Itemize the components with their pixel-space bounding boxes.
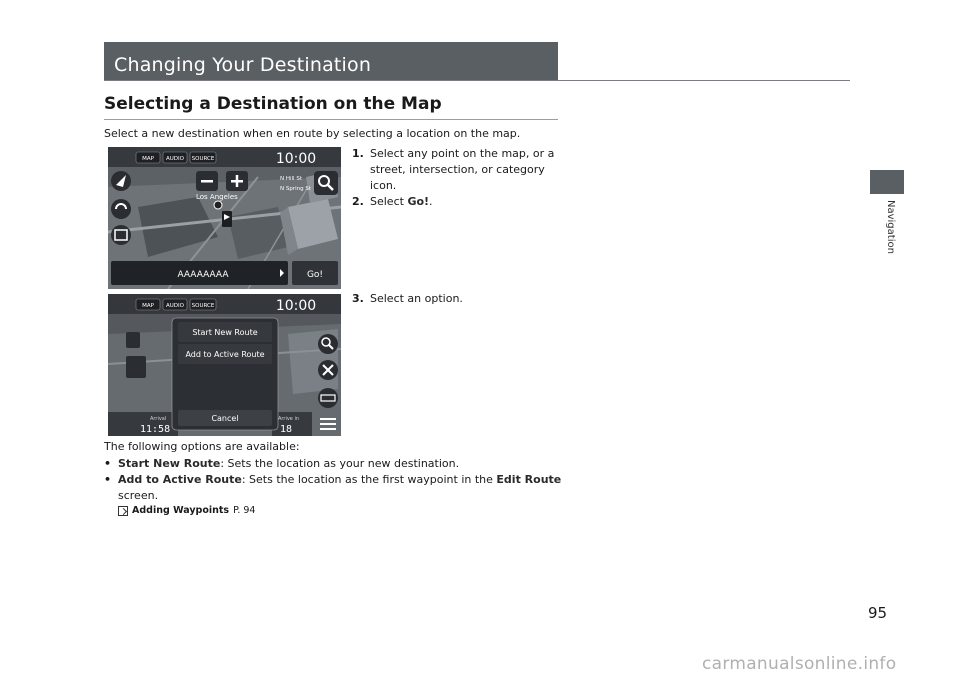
go-keyword: Go! <box>407 195 430 208</box>
go-button-label: Go! <box>306 270 324 280</box>
steps-list <box>352 146 562 210</box>
step-text: Select an option. <box>370 292 463 305</box>
bullet-icon: • <box>104 473 112 486</box>
menu-item-start-new-route: Start New Route <box>192 328 258 337</box>
destination-address: AAAAAAAA <box>177 270 229 280</box>
place-label-los-angeles: Los Angeles <box>196 193 238 201</box>
options-screenshot <box>108 294 341 436</box>
arrive-in-label: Arrive in <box>278 416 300 422</box>
menu-item-add-to-active-route: Add to Active Route <box>185 350 265 359</box>
map-screen-graphic <box>108 147 341 289</box>
screen1-tab-audio: AUDIO <box>166 156 184 162</box>
menu-icon <box>320 418 336 420</box>
menu-cancel: Cancel <box>211 414 239 423</box>
option-description: : Sets the location as the first waypoint in the <box>241 473 497 486</box>
subheading-rule <box>104 119 558 120</box>
section-rule <box>104 80 850 81</box>
step-1 <box>352 146 562 194</box>
option-item <box>104 472 564 504</box>
option-text <box>118 472 564 504</box>
bullet-icon: • <box>104 457 112 470</box>
option-keyword-2: Edit Route <box>496 473 562 486</box>
page-number: 95 <box>868 604 888 622</box>
screen1-tab-map: MAP <box>142 156 154 162</box>
screen2-tab-map: MAP <box>142 303 154 309</box>
step-text: Select any point on the map, or a street, intersection, or category icon. <box>370 147 555 192</box>
step-number: 1. <box>352 147 364 160</box>
cross-reference-icon <box>118 506 128 516</box>
option-keyword: Add to Active Route <box>118 473 242 486</box>
screen1-clock: 10:00 <box>275 151 317 167</box>
screen2-tab-audio: AUDIO <box>166 303 184 309</box>
place-label-street-1: N Hill St <box>280 176 302 182</box>
option-tail: screen. <box>118 489 159 502</box>
options-intro: The following options are available: <box>104 440 300 453</box>
step-number: 3. <box>352 292 364 305</box>
arrive-in-value: 18 <box>280 424 293 435</box>
chapter-tab <box>870 170 904 194</box>
section-title: Changing Your Destination <box>114 54 372 76</box>
zoom-in-icon <box>236 175 239 187</box>
screen1-tab-source: SOURCE <box>191 156 215 162</box>
step-3 <box>352 292 463 305</box>
screen2-clock: 10:00 <box>275 298 317 314</box>
cross-reference-title: Adding Waypoints <box>132 505 230 516</box>
step-text-lead: Select <box>370 195 408 208</box>
map-screenshot <box>108 147 341 289</box>
watermark: carmanualsonline.info <box>702 654 897 674</box>
option-keyword: Start New Route <box>118 457 221 470</box>
step-number: 2. <box>352 195 364 208</box>
option-text <box>118 456 459 472</box>
cross-reference[interactable] <box>118 505 255 516</box>
step-text <box>370 194 433 210</box>
subheading: Selecting a Destination on the Map <box>104 94 442 114</box>
place-label-street-2: N Spring St <box>280 186 312 192</box>
arrival-time: 11:58 <box>140 424 171 435</box>
option-item <box>104 456 564 472</box>
screen2-tab-source: SOURCE <box>191 303 215 309</box>
zoom-out-icon <box>201 180 213 183</box>
chapter-label: Navigation <box>885 200 896 254</box>
intro-text: Select a new destination when en route by selecting a location on the map. <box>104 127 521 140</box>
step-2 <box>352 194 562 210</box>
option-description: : Sets the location as your new destination. <box>220 457 460 470</box>
step-text-tail: . <box>429 195 433 208</box>
options-list <box>104 456 564 504</box>
arrival-label: Arrival <box>150 416 167 422</box>
cross-reference-page: P. 94 <box>233 505 256 516</box>
options-screen-graphic <box>108 294 341 436</box>
